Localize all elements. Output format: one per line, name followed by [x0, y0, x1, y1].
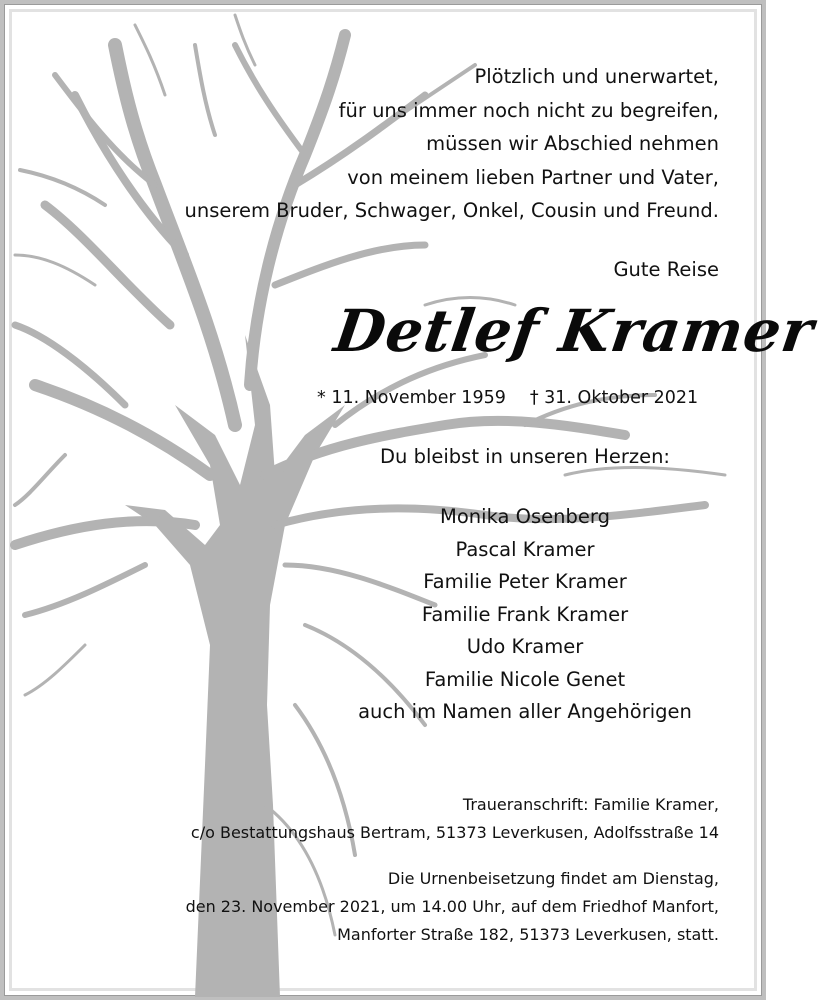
farewell-phrase: Gute Reise — [613, 258, 719, 281]
mourner-name: auch im Namen aller Angehörigen — [358, 700, 692, 723]
mourner-name: Monika Osenberg — [440, 505, 610, 528]
mourner-name: Familie Frank Kramer — [421, 602, 629, 626]
address-line: c/o Bestattungshaus Bertram, 51373 Leverkusen, Adolfsstraße 14 — [190, 823, 719, 842]
intro-text — [185, 60, 719, 228]
urn-line: den 23. November 2021, um 14.00 Uhr, auf dem Friedhof Manfort, — [185, 897, 719, 916]
mourner-name: Familie Nicole Genet — [424, 667, 626, 691]
urn-burial-notice — [186, 865, 719, 949]
remembrance-phrase: Du bleibst in unseren Herzen: — [380, 445, 670, 468]
mourners-list — [335, 501, 715, 729]
mourner-name: Pascal Kramer — [455, 537, 595, 561]
obituary-frame — [4, 4, 818, 996]
intro-line: unserem Bruder, Schwager, Onkel, Cousin und Freund. — [184, 199, 719, 222]
intro-line: müssen wir Abschied nehmen — [426, 132, 719, 155]
death-date: † 31. Oktober 2021 — [529, 388, 699, 408]
mourner-name: Familie Peter Kramer — [423, 570, 627, 593]
intro-line: für uns immer noch nicht zu begreifen, — [338, 98, 719, 122]
urn-line: Manforter Straße 182, 51373 Leverkusen, statt. — [337, 925, 719, 944]
life-dates — [317, 388, 698, 408]
urn-line: Die Urnenbeisetzung findet am Dienstag, — [387, 869, 719, 888]
mourner-name: Udo Kramer — [466, 635, 584, 658]
mourning-address — [191, 791, 719, 847]
intro-line: Plötzlich und unerwartet, — [474, 65, 719, 88]
birth-date: * 11. November 1959 — [317, 388, 506, 408]
address-line: Traueranschrift: Familie Kramer, — [462, 795, 719, 814]
intro-line: von meinem lieben Partner und Vater, — [347, 165, 719, 189]
deceased-name: Detlef Kramer — [330, 297, 818, 365]
